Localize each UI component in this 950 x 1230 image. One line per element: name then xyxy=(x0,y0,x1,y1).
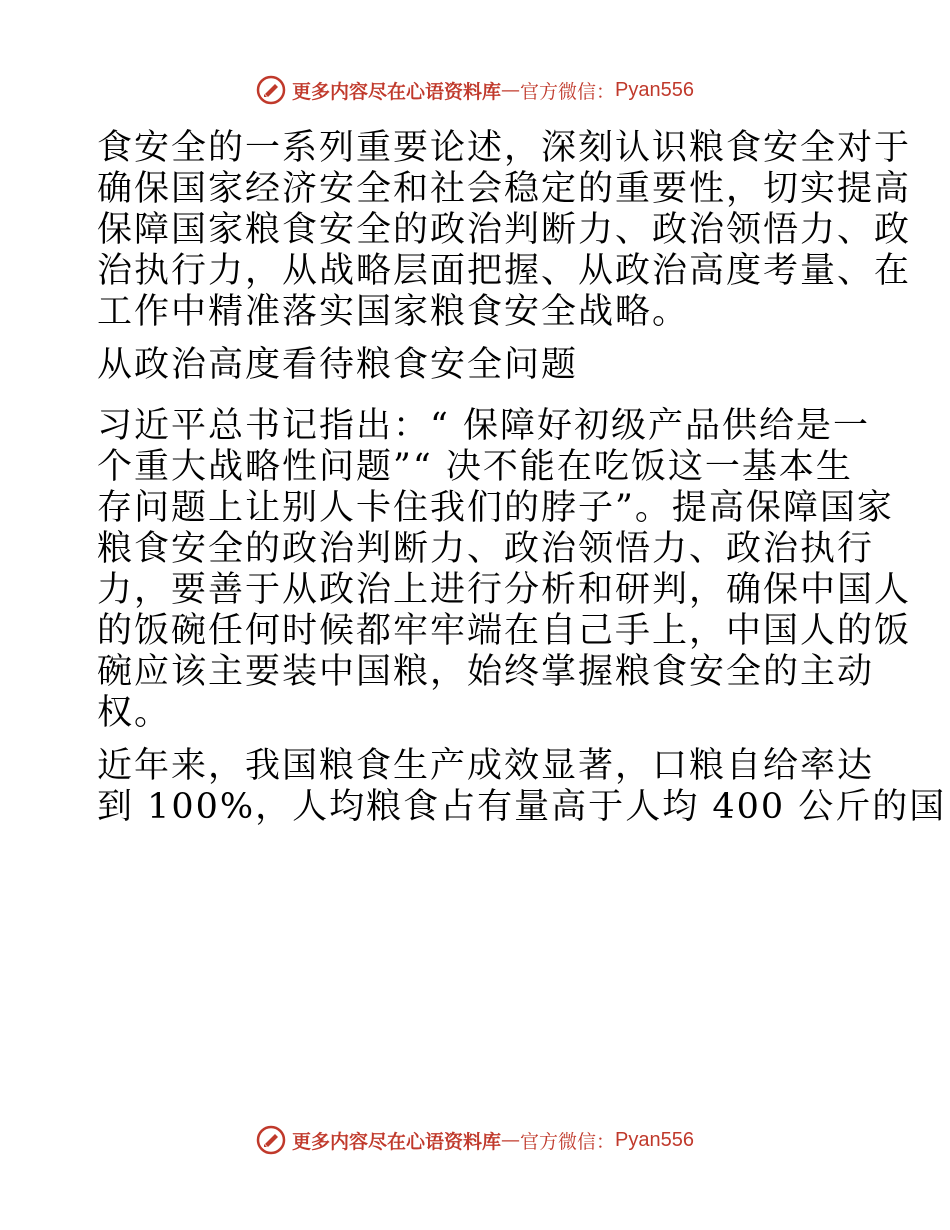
heading-line: 从政治高度看待粮食安全问题 xyxy=(97,345,579,385)
text-line: 力，要善于从政治上进行分析和研判，确保中国人 xyxy=(97,570,912,610)
footer-official-label: 官方微信： xyxy=(520,1130,616,1153)
footer-wechat-handle: Pyan556 xyxy=(615,1128,694,1151)
footer-brand-text: 更多内容尽在心语资料库 xyxy=(292,1130,502,1153)
text-line: 治执行力，从战略层面把握、从政治高度考量、在 xyxy=(97,251,912,291)
text-line: 工作中精准落实国家粮食安全战略。 xyxy=(97,292,690,332)
text-line: 确保国家经济安全和社会稳定的重要性，切实提高 xyxy=(97,169,912,209)
text-line: 到 100%，人均粮食占有量高于人均 400 公斤的国 xyxy=(97,787,947,827)
footer-watermark-banner xyxy=(0,1120,950,1160)
text-line: 个重大战略性问题”“ 决不能在吃饭这一基本生 xyxy=(97,447,853,487)
text-line: 粮食安全的政治判断力、政治领悟力、政治执行 xyxy=(97,529,875,569)
header-official-label: 官方微信： xyxy=(520,80,616,103)
header-watermark-banner xyxy=(0,70,950,110)
text-line: 习近平总书记指出：“ 保障好初级产品供给是一 xyxy=(97,406,871,446)
document-body xyxy=(97,128,947,840)
text-line: 的饭碗任何时候都牢牢端在自己手上，中国人的饭 xyxy=(97,611,912,651)
text-line: 食安全的一系列重要论述，深刻认识粮食安全对于 xyxy=(97,128,912,168)
paragraph-quote xyxy=(97,406,912,734)
brand-logo-icon xyxy=(256,1125,286,1155)
text-line: 保障国家粮食安全的政治判断力、政治领悟力、政 xyxy=(97,210,912,250)
text-line: 近年来，我国粮食生产成效显著，口粮自给率达 xyxy=(97,746,875,786)
paragraph-intro xyxy=(97,128,912,333)
text-line: 碗应该主要装中国粮，始终掌握粮食安全的主动 xyxy=(97,652,875,692)
text-line: 权。 xyxy=(97,693,172,733)
footer-dash: — xyxy=(501,1129,521,1151)
text-line: 存问题上让别人卡住我们的脖子”。提高保障国家 xyxy=(97,488,894,528)
header-dash: — xyxy=(501,79,521,101)
section-heading xyxy=(97,345,857,386)
header-brand-text: 更多内容尽在心语资料库 xyxy=(292,80,502,103)
header-wechat-handle: Pyan556 xyxy=(615,78,694,101)
brand-logo-icon xyxy=(256,75,286,105)
paragraph-recent-years xyxy=(97,746,947,828)
